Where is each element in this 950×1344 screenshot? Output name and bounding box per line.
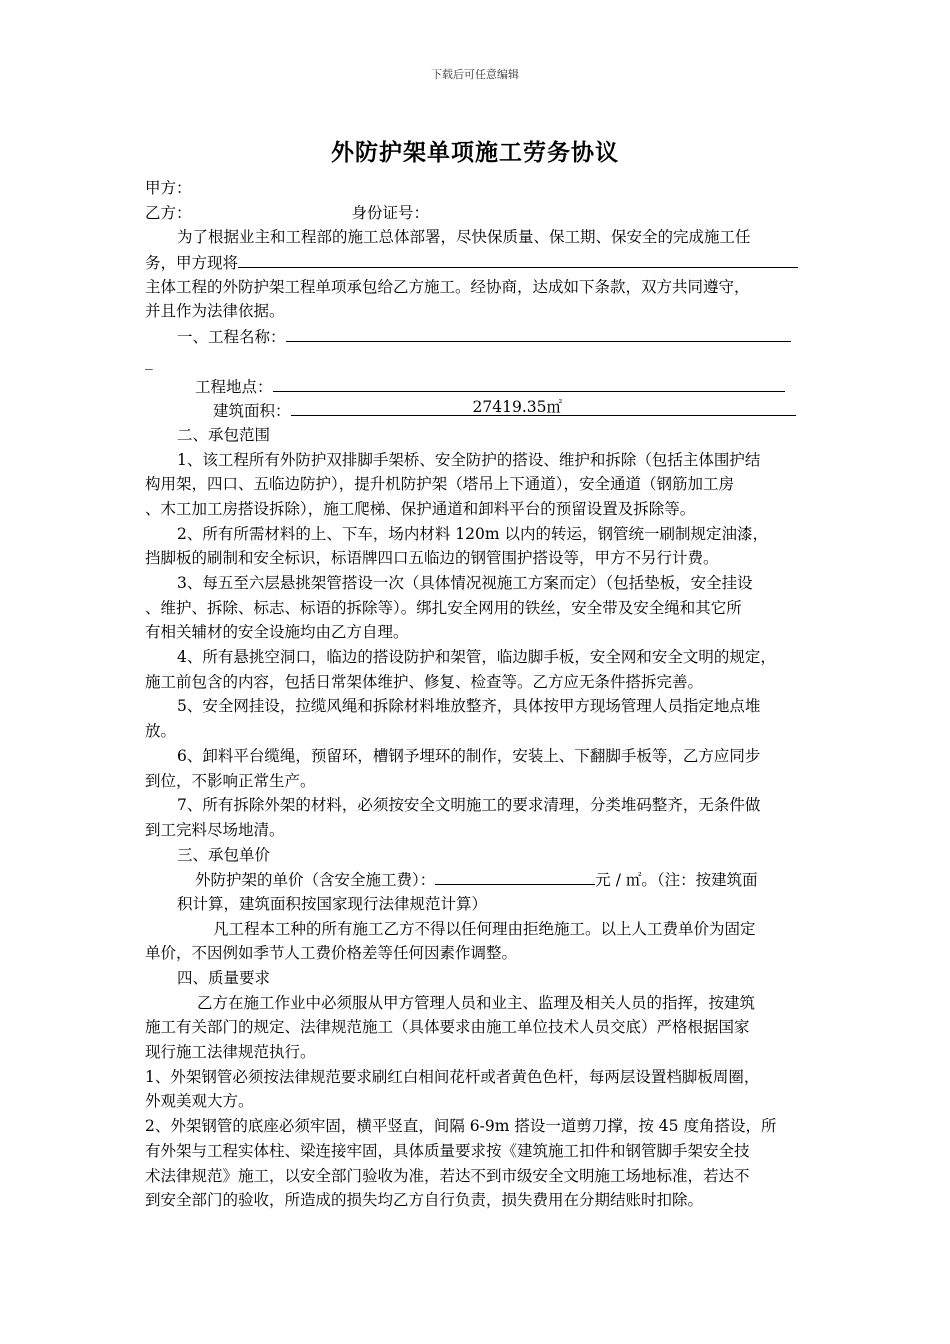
paragraph-line: 2、所有所需材料的上、下车，场内材料 120m 以内的转运，钢管统一刷制规定油漆， [177,524,769,543]
blank-underline [273,374,785,392]
blank-underline [238,250,798,268]
unit-price-line: 外防护架的单价（含安全施工费）： 元 / ㎡。（注：按建筑面 [145,867,810,892]
paragraph-line: 挡脚板的刷制和安全标识，标语牌四口五临边的钢管围护搭设等，甲方不另行计费。 [145,549,719,568]
paragraph-line: 6、卸料平台缆绳，预留环，槽钢予埋环的制作，安装上、下翻脚手板等，乙方应同步 [177,746,761,765]
paragraph-line: 3、每五至六层悬挑架管搭设一次（具体情况视施工方案而定）（包括垫板，安全挂设 [177,574,753,592]
paragraph-line: 有外架与工程实体柱、梁连接牢固，具体质量要求按《建筑施工扣件和钢管脚手架安全技 [145,1141,750,1160]
paragraph-line: 到安全部门的验收，所造成的损失均乙方自行负责，损失费用在分期结账时扣除。 [145,1191,704,1210]
area-line [145,398,810,423]
party-b-line [145,201,810,226]
paragraph-line: 、木工加工房搭设拆除），施工爬梯、保护通道和卸料平台的预留设置及拆除等。 [145,499,696,518]
section-1-label: 一、工程名称： [177,328,286,347]
document-body [145,176,810,1213]
intro-paragraph-line: 主体工程的外防护架工程单项承包给乙方施工。经协商，达成如下条款，双方共同遵守， [145,277,750,296]
paragraph-line: 到位，不影响正常生产。 [145,771,316,790]
paragraph-line: 外观美观大方。 [145,1092,254,1111]
document-title: 外防护架单项施工劳务协议 [331,139,619,166]
paragraph-line: 、维护、拆除、标志、标语的拆除等）。绑扎安全网用的铁丝，安全带及安全绳和其它所 [145,598,742,617]
paragraph-line: 乙方在施工作业中必须服从甲方管理人员和业主、监理及相关人员的指挥，按建筑 [197,993,756,1012]
blank-underline [286,324,791,342]
intro-paragraph-line: 并且作为法律依据。 [145,302,285,321]
project-name-continuation: _ [145,351,153,370]
area-label: 建筑面积： [213,402,291,421]
paragraph-line: 1、该工程所有外防护双排脚手架桥、安全防护的搭设、维护和拆除（包括主体围护结 [177,450,761,469]
area-value: 27419.35㎡ [472,398,562,417]
party-b-label: 乙方： [145,203,192,222]
paragraph-line: 术法律规范》施工，以安全部门验收为准，若达不到市级安全文明施工场地标准，若达不 [145,1166,750,1185]
section-4-title: 四、质量要求 [177,969,271,987]
id-number-label: 身份证号： [351,203,430,222]
header-note: 下载后可任意编辑 [431,68,519,81]
section-2-title: 二、承包范围 [177,425,271,444]
paragraph-line: 施工前包含的内容，包括日常架体维护、修复、检查等。乙方应无条件搭拆完善。 [145,672,704,691]
area-value-field [291,398,796,416]
paragraph-line: 积计算，建筑面积按国家现行法律规范计算） [177,894,488,913]
paragraph-line: 7、所有拆除外架的材料，必须按安全文明施工的要求清理，分类堆码整齐，无条件做 [177,796,761,815]
paragraph-line: 有相关辅材的安全设施均由乙方自理。 [145,623,409,642]
paragraph-line: 1、外架钢管必须按法律规范要求刷红白相间花杆或者黄色色杆，每两层设置档脚板周圈， [145,1067,760,1086]
intro-paragraph-line: 为了根据业主和工程部的施工总体部署，尽快保质量、保工期、保安全的完成施工任 [177,228,751,247]
paragraph-line: 放。 [145,722,177,741]
party-a-label: 甲方： [145,179,192,197]
paragraph-line: 现行施工法律规范执行。 [145,1043,316,1062]
unit-price-blank [435,867,595,885]
paragraph-line: 凡工程本工种的所有施工乙方不得以任何理由拒绝施工。以上人工费单价为固定 [213,919,756,938]
paragraph-line: 4、所有悬挑空洞口，临边的搭设防护和架管，临边脚手板，安全网和安全文明的规定， [177,648,776,667]
section-3-title: 三、承包单价 [177,845,271,864]
paragraph-line: 构用架，四口、五临边防护），提升机防护架（塔吊上下通道），安全通道（钢筋加工房 [145,475,735,494]
paragraph-line: 5、安全网挂设，拉缆风绳和拆除材料堆放整齐，具体按甲方现场管理人员指定地点堆 [177,697,761,716]
party-a-line [145,176,810,201]
paragraph-line: 施工有关部门的规定、法律规范施工（具体要求由施工单位技术人员交底）严格根据国家 [145,1018,750,1037]
location-label: 工程地点： [195,377,273,396]
project-name-line [145,324,810,349]
paragraph-line: 单价，不因例如季节人工费价格差等任何因素作调整。 [145,944,518,963]
paragraph-line: 到工完料尽场地清。 [145,820,285,839]
paragraph-line: 2、外架钢管的底座必须牢固，横平竖直，间隔 6-9m 搭设一道剪刀撑，按 45 度角搭设，所 [145,1117,777,1136]
intro-paragraph-line: 务，甲方现将 [145,250,810,275]
